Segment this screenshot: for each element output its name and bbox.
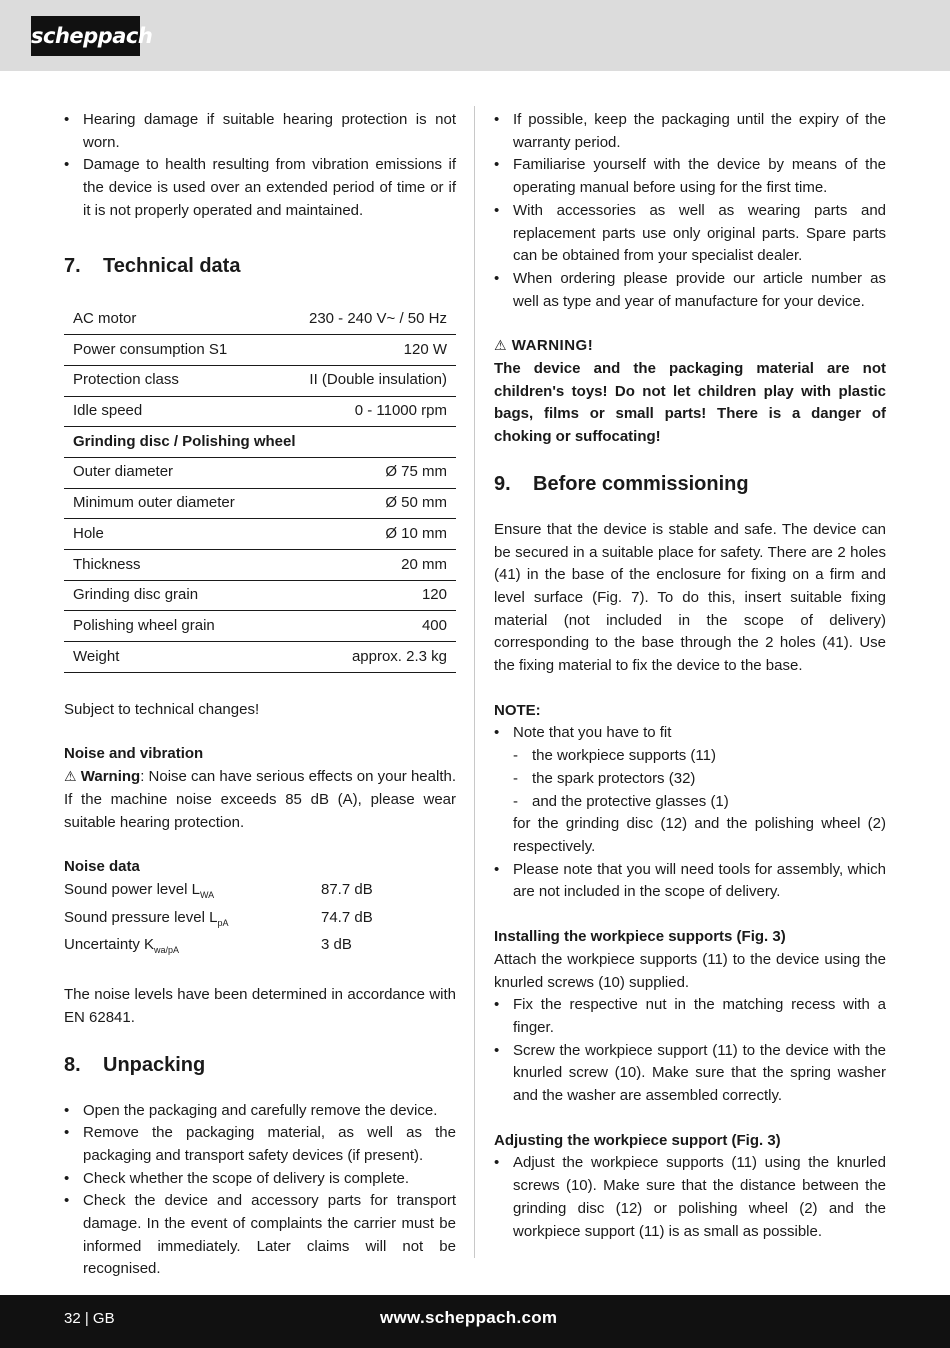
spec-label: Polishing wheel grain (64, 611, 274, 642)
noise-data-heading: Noise data (64, 858, 140, 876)
noise-levels-note: The noise levels have been determined in accordance with EN 62841. (64, 986, 456, 1026)
scheppach-logo: scheppach (31, 16, 140, 56)
note-bullet-list (494, 722, 886, 904)
intro-bullet-list (64, 109, 456, 223)
footer-bar (0, 1295, 950, 1348)
install-heading: Installing the workpiece supports (Fig. 3) (494, 928, 786, 946)
spec-label: Outer diameter (64, 457, 274, 488)
section-number: 7. (64, 254, 81, 277)
noise-value: 87.7 dB (321, 880, 373, 898)
adjust-bullet-list (494, 1152, 886, 1243)
spec-section-label: Grinding disc / Polishing wheel (64, 427, 456, 458)
list-item: • Hearing damage if suitable hearing protection is not worn. (64, 109, 456, 154)
spec-value: 0 - 11000 rpm (274, 396, 456, 427)
warning-label: Warning (80, 768, 141, 786)
spec-value: 20 mm (274, 550, 456, 581)
before-commissioning-text: Ensure that the device is stable and safe. The device can be secured in a suitable place for safety. There are 2 holes (41) in the base of the enclosure for fixing on a firm and level surface (Fig. 7). To do this, insert suitable fixing material (not included in the scope of delivery) corresponding to the base through the 2 holes (41). Use the fixing material to fix the device to the base. (494, 520, 886, 675)
header-bar (0, 0, 950, 71)
table-row (64, 305, 456, 335)
spec-label: Power consumption S1 (64, 335, 274, 366)
list-item: - the spark protectors (32) (513, 768, 886, 791)
noise-label: Sound pressure level $L_{pA}$ (64, 908, 229, 928)
table-row (64, 519, 456, 550)
spec-value: II (Double insulation) (274, 365, 456, 396)
list-item: - and the protective glasses (1) (513, 791, 886, 814)
noise-label: Uncertainty $K_{wa/pA}$ (64, 936, 180, 956)
technical-data-table (64, 305, 456, 673)
section-heading-unpacking (64, 1052, 456, 1078)
left-column (64, 109, 456, 1281)
spec-value: 120 (274, 580, 456, 611)
section-title: Before commissioning (533, 472, 749, 495)
technical-changes-note: Subject to technical changes! (64, 700, 260, 718)
spec-label: Thickness (64, 550, 274, 581)
section-heading-technical-data (64, 253, 456, 279)
table-row (64, 580, 456, 611)
unpacking-bullet-list (64, 1100, 456, 1282)
list-item: • Screw the workpiece support (11) to the device with the knurled screw (10). Make sure that the spring washer and the washer are assembled correctly. (494, 1040, 886, 1108)
spec-label: Grinding disc grain (64, 580, 274, 611)
note-heading: NOTE: (494, 701, 541, 719)
warning-text: : Noise can have serious effects on your health. If the machine noise exceeds 85 dB (A), please wear suitable hearing protection. (64, 768, 456, 831)
website-link[interactable]: www.scheppach.com (380, 1308, 558, 1327)
spec-label: Hole (64, 519, 274, 550)
column-divider (474, 106, 475, 1258)
table-row (64, 396, 456, 427)
spec-value: 120 W (274, 335, 456, 366)
adjust-heading: Adjusting the workpiece support (Fig. 3) (494, 1131, 781, 1149)
warning-triangle-icon: ⚠ (494, 338, 508, 355)
noise-value: 74.7 dB (321, 908, 373, 926)
noise-row (64, 934, 456, 962)
list-item: • When ordering please provide our article number as well as type and year of manufacture for your device. (494, 268, 886, 313)
warning-heading: ⚠ WARNING! (494, 337, 594, 355)
list-item: • Fix the respective nut in the matching recess with a finger. (494, 994, 886, 1039)
list-item: • If possible, keep the packaging until the expiry of the warranty period. (494, 109, 886, 154)
list-item: • Damage to health resulting from vibration emissions if the device is used over an extended period of time or if it is not properly operated and maintained. (64, 154, 456, 222)
table-row (64, 457, 456, 488)
noise-label: Sound power level $L_{WA}$ (64, 880, 215, 900)
section-title: Technical data (103, 254, 241, 277)
table-row (64, 427, 456, 458)
packaging-bullet-list (494, 109, 886, 313)
spec-value: Ø 75 mm (274, 457, 456, 488)
list-item: • Open the packaging and carefully remove the device. (64, 1100, 456, 1123)
list-item: • Remove the packaging material, as well as the packaging and transport safety devices (if present). (64, 1122, 456, 1167)
noise-warning-paragraph (64, 766, 456, 834)
spec-value: Ø 10 mm (274, 519, 456, 550)
section-number: 8. (64, 1053, 81, 1076)
section-title: Unpacking (103, 1053, 206, 1076)
list-item: • Familiarise yourself with the device by means of the operating manual before using for the first time. (494, 154, 886, 199)
list-item: • Adjust the workpiece supports (11) using the knurled screws (10). Make sure that the distance between the grinding disc (12) or polishing wheel (2) and the workpiece support (11) is as small as possible. (494, 1152, 886, 1243)
spec-label: Idle speed (64, 396, 274, 427)
section-number: 9. (494, 472, 511, 495)
install-bullet-list (494, 994, 886, 1108)
spec-label: Protection class (64, 365, 274, 396)
note-sub-list (513, 745, 886, 813)
spec-value: Ø 50 mm (274, 488, 456, 519)
noise-value: 3 dB (321, 936, 352, 954)
warning-paragraph: The device and the packaging material are not children's toys! Do not let children play with plastic bags, films or small parts! There is a danger of choking or suffocating! (494, 360, 886, 446)
noise-row (64, 879, 456, 907)
list-item: • Check whether the scope of delivery is complete. (64, 1168, 456, 1191)
spec-value: approx. 2.3 kg (274, 642, 456, 673)
list-item: • Check the device and accessory parts for transport damage. In the event of complaints the carrier must be informed immediately. Later claims will not be recognised. (64, 1190, 456, 1281)
table-row (64, 611, 456, 642)
install-text: Attach the workpiece supports (11) to the device using the knurled screws (10) supplied. (494, 950, 886, 991)
table-row (64, 365, 456, 396)
list-item: • With accessories as well as wearing parts and replacement parts use only original parts. Spare parts can be obtained from your specialist dealer. (494, 200, 886, 268)
right-column (494, 109, 886, 1243)
spec-label: Minimum outer diameter (64, 488, 274, 519)
table-row (64, 488, 456, 519)
warning-triangle-icon: ⚠ (64, 769, 77, 786)
section-heading-before-commissioning (494, 471, 886, 497)
list-item: • Note that you have to fit - the workpiece supports (11) - the spark protectors (32) - and the protective glasses (1) for the grinding disc (12) and the polishing wheel (2) respectively. (494, 722, 886, 858)
page-number: 32 | GB (64, 1310, 115, 1327)
spec-label: AC motor (64, 305, 274, 335)
table-row (64, 642, 456, 673)
noise-vibration-heading: Noise and vibration (64, 745, 204, 763)
list-item: • Please note that you will need tools for assembly, which are not included in the scope of delivery. (494, 859, 886, 904)
table-row (64, 550, 456, 581)
spec-value: 230 - 240 V~ / 50 Hz (274, 305, 456, 335)
spec-value: 400 (274, 611, 456, 642)
spec-label: Weight (64, 642, 274, 673)
noise-row (64, 907, 456, 935)
table-row (64, 335, 456, 366)
list-item: - the workpiece supports (11) (513, 745, 886, 768)
